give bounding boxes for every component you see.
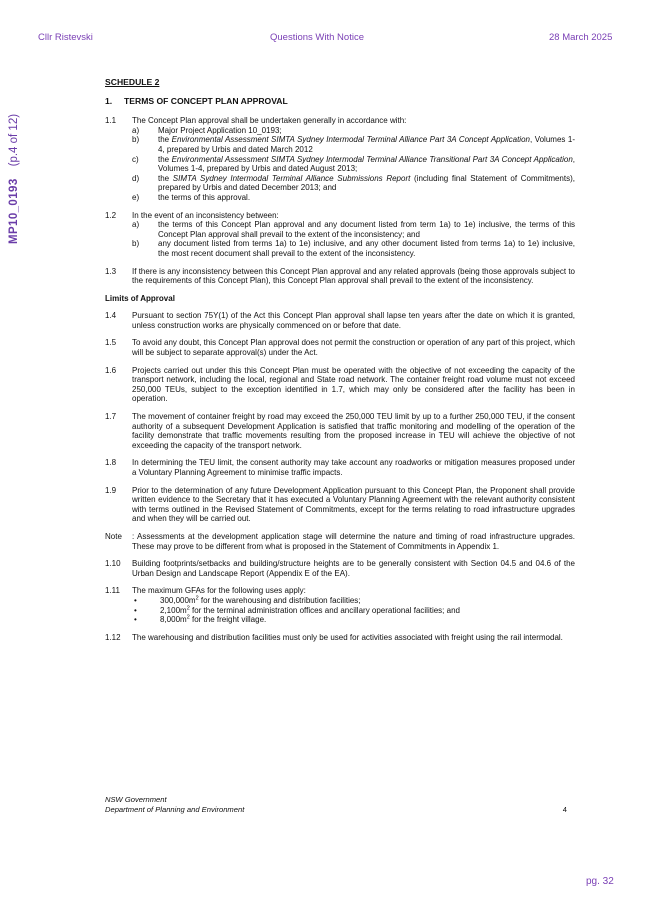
footer-org: NSW Government	[105, 795, 167, 804]
clause-text: Projects carried out under this this Concept Plan must be operated with the objective of not exceeding the capacity of the transport network, including the local, regional and State road network. The container freight road volume must not exceed 250,000 TEUs, subject to the exception identified in 1.7, which may only be considered after the facility has been in operation.	[132, 365, 575, 404]
clause-1-7	[105, 412, 575, 450]
sub-text: any document listed from terms 1a) to 1e) inclusive, and any other document listed from terms 1a) to 1e) inclusive, the most recent document shall prevail to the extent of the inconsistency.	[158, 239, 575, 258]
limits-heading: Limits of Approval	[105, 293, 175, 303]
clause-1-2	[105, 211, 575, 259]
clause-text: To avoid any doubt, this Concept Plan approval does not permit the construction or operation of any part of this project, which will be subject to separate approval(s) under the Act.	[132, 338, 575, 358]
clause-1-8	[105, 458, 575, 477]
sub-item-b	[132, 135, 575, 154]
sub-text: the	[158, 173, 173, 183]
sub-letter: b)	[132, 135, 140, 145]
clause-number: 1.10	[105, 559, 121, 569]
sub-item-c	[132, 155, 575, 174]
clause-number: 1.9	[105, 485, 117, 495]
sub-item-a	[132, 220, 575, 239]
clause-note	[105, 532, 575, 551]
sub-letter: a)	[132, 220, 140, 230]
footer-page-number: 4	[562, 804, 567, 814]
schedule-document	[105, 78, 575, 650]
gfa-use: for the warehousing and distribution facilities;	[198, 595, 361, 605]
footer-dept: Department of Planning and Environment	[105, 804, 245, 814]
sub-item-b	[132, 239, 575, 258]
sub-letter: e)	[132, 192, 140, 202]
sub-letter: c)	[132, 154, 139, 164]
clause-text: If there is any inconsistency between this Concept Plan approval and any related approvals (being those approvals subject to the requirements of this Concept Plan), this Concept Plan approval shall prevail to the extent of the inconsistency.	[132, 266, 575, 286]
clause-text: Prior to the determination of any future Development Application pursuant to this Concept Plan, the Proponent shall provide written evidence to the Secretary that it has executed a Voluntary Planning Agreement with the relevant authority consistent with terms outlined in the Revised Statement of Commitments, except for the terms relating to road infrastructure upgrades and when they will be carried out.	[132, 485, 575, 524]
sub-text-italic: SIMTA Sydney Intermodal Terminal Alliance Submissions Report	[172, 173, 411, 183]
clause-number: Note	[105, 531, 122, 541]
page-label: pg. 32	[586, 876, 614, 887]
doc-id: MP10_0193	[8, 178, 20, 244]
sub-text-italic: Environmental Assessment SIMTA Sydney Intermodal Terminal Alliance Transitional Part 3A Concept Application	[171, 154, 573, 164]
clause-1-1	[105, 116, 575, 202]
superscript: 2	[186, 604, 190, 611]
section-heading	[105, 97, 575, 107]
document-footer	[105, 795, 567, 814]
clause-intro: The Concept Plan approval shall be undertaken generally in accordance with:	[132, 116, 407, 126]
gfa-item	[132, 606, 575, 616]
header-title: Questions With Notice	[270, 32, 364, 43]
sub-letter: b)	[132, 239, 140, 249]
clause-number: 1.3	[105, 266, 117, 276]
sub-text: (including final Statement of Commitments), prepared by Urbis and dated December 2013; and	[158, 173, 575, 193]
gfa-item	[132, 596, 575, 606]
section-number: 1.	[105, 95, 113, 106]
sub-text: , Volumes 1-4, prepared by Urbis and dated August 2013;	[158, 154, 575, 174]
clause-text: In determining the TEU limit, the consent authority may take account any roadworks or mitigation measures proposed under a Voluntary Planning Agreement to minimise traffic impacts.	[132, 458, 575, 477]
superscript: 2	[195, 595, 199, 602]
clause-text: Building footprints/setbacks and building/structure heights are to be generally consistent with Section 04.5 and 04.6 of the Urban Design and Landscape Report (Appendix E of the EA).	[132, 559, 575, 578]
bullet-icon: •	[134, 595, 137, 605]
bullet-icon: •	[134, 615, 137, 625]
sub-item-e	[132, 193, 575, 203]
gfa-area: 2,100m	[160, 605, 187, 615]
clause-number: 1.2	[105, 210, 117, 220]
gfa-use: for the terminal administration offices and ancillary operational facilities; and	[189, 605, 460, 615]
clause-number: 1.8	[105, 458, 117, 468]
clause-number: 1.12	[105, 632, 121, 642]
schedule-title: SCHEDULE 2	[105, 77, 160, 87]
sub-text-italic: Environmental Assessment SIMTA Sydney Intermodal Terminal Alliance Part 3A Concept Application	[171, 135, 530, 145]
clause-number: 1.6	[105, 365, 117, 375]
sub-letter: a)	[132, 125, 140, 135]
superscript: 2	[186, 614, 190, 621]
clause-text: : Assessments at the development application stage will determine the nature and timing of road infrastructure upgrades. These may prove to be different from what is proposed in the Statement of Commitments in Appendix 1.	[132, 531, 575, 551]
clause-1-12	[105, 633, 575, 643]
gfa-item	[132, 615, 575, 625]
sub-text: the	[158, 154, 172, 164]
clause-1-10	[105, 559, 575, 578]
clause-number: 1.5	[105, 338, 117, 348]
clause-1-11	[105, 586, 575, 624]
clause-text: The warehousing and distribution facilities must only be used for activities associated with freight using the rail intermodal.	[132, 632, 563, 642]
clause-number: 1.1	[105, 116, 117, 126]
sub-text: the terms of this approval.	[158, 192, 251, 202]
gfa-area: 300,000m	[160, 595, 196, 605]
clause-text: Pursuant to section 75Y(1) of the Act this Concept Plan approval shall lapse ten years after the date on which it is granted, unless construction works are physically commenced on or before that date.	[132, 311, 575, 330]
header-councillor: Cllr Ristevski	[38, 32, 93, 43]
clause-1-5	[105, 338, 575, 357]
clause-intro: The maximum GFAs for the following uses apply:	[132, 586, 306, 596]
sub-letter: d)	[132, 173, 140, 183]
clause-number: 1.7	[105, 412, 117, 422]
bullet-icon: •	[134, 605, 137, 615]
gfa-use: for the freight village.	[189, 615, 267, 625]
clause-intro: In the event of an inconsistency between:	[132, 210, 279, 220]
page-of: (p.4 of 12)	[8, 113, 20, 167]
sub-item-a	[132, 126, 575, 136]
sub-text: the terms of this Concept Plan approval and any document listed from term 1a) to 1e) inclusive, the terms of this Concept Plan approval shall prevail to the extent of the inconsistency; and	[158, 220, 575, 239]
sub-text: Major Project Application 10_0193;	[158, 125, 282, 135]
header-date: 28 March 2025	[549, 32, 613, 43]
clause-1-3	[105, 267, 575, 286]
sub-text: , Volumes 1-4, prepared by Urbis and dated March 2012	[158, 135, 576, 154]
clause-1-4	[105, 311, 575, 330]
clause-1-6	[105, 366, 575, 404]
sub-text: the	[158, 135, 172, 145]
sub-item-d	[132, 174, 575, 193]
section-title: TERMS OF CONCEPT PLAN APPROVAL	[124, 95, 288, 106]
clause-text: The movement of container freight by road may exceed the 250,000 TEU limit by up to a further 250,000 TEU, if the consent authority of a subsequent Development Application is satisfied that traffic monitoring and modelling of the operation of the facility demonstrate that traffic movements resulting from the proposed increase in TEU will achieve the objective of not exceeding the capacity of the transport network.	[132, 412, 575, 450]
clause-1-9	[105, 486, 575, 524]
clause-number: 1.4	[105, 311, 117, 321]
gfa-area: 8,000m	[160, 615, 187, 625]
clause-number: 1.11	[105, 586, 120, 596]
